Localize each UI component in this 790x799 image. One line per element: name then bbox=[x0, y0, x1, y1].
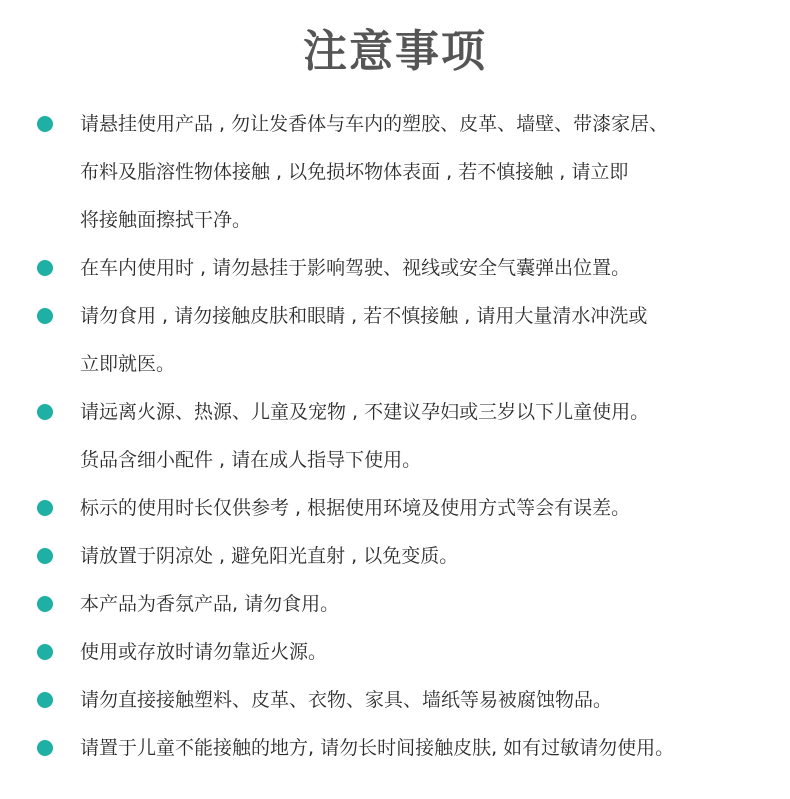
bullet-dot-icon bbox=[37, 404, 53, 420]
notice-text: 请勿食用 , 请勿接触皮肤和眼睛 , 若不慎接触 , 请用大量清水冲洗或 bbox=[80, 305, 648, 327]
bullet-dot-icon bbox=[37, 116, 53, 132]
notice-item bbox=[0, 100, 790, 244]
bullet-dot-icon bbox=[37, 500, 53, 516]
bullet-dot-icon bbox=[37, 548, 53, 564]
page-title: 注意事项 bbox=[303, 26, 487, 77]
notice-text: 请远离火源、热源、儿童及宠物 , 不建议孕妇或三岁以下儿童使用。 bbox=[80, 401, 650, 423]
notice-item bbox=[0, 388, 790, 484]
notice-text: 将接触面擦拭干净。 bbox=[80, 209, 252, 231]
notice-text: 标示的使用时长仅供参考 , 根据使用环境及使用方式等会有误差。 bbox=[80, 497, 631, 519]
notice-text: 货品含细小配件 , 请在成人指导下使用。 bbox=[80, 449, 422, 471]
notice-item bbox=[0, 628, 790, 676]
notice-item bbox=[0, 676, 790, 724]
notice-text: 请放置于阴凉处 , 避免阳光直射 , 以免变质。 bbox=[80, 545, 459, 567]
notice-item bbox=[0, 484, 790, 532]
notice-item bbox=[0, 532, 790, 580]
notice-text: 使用或存放时请勿靠近火源。 bbox=[80, 641, 328, 663]
notice-item bbox=[0, 292, 790, 388]
bullet-dot-icon bbox=[37, 644, 53, 660]
bullet-dot-icon bbox=[37, 308, 53, 324]
notice-text: 请勿直接接触塑料、皮革、衣物、家具、墙纸等易被腐蚀物品。 bbox=[80, 689, 613, 711]
bullet-dot-icon bbox=[37, 596, 53, 612]
notice-text: 在车内使用时 , 请勿悬挂于影响驾驶、视线或安全气囊弹出位置。 bbox=[80, 257, 631, 279]
notice-item bbox=[0, 244, 790, 292]
notice-text: 请置于儿童不能接触的地方, 请勿长时间接触皮肤, 如有过敏请勿使用。 bbox=[80, 737, 675, 759]
bullet-dot-icon bbox=[37, 692, 53, 708]
notice-text: 请悬挂使用产品 , 勿让发香体与车内的塑胶、皮革、墙壁、带漆家居、 bbox=[80, 113, 669, 135]
bullet-dot-icon bbox=[37, 740, 53, 756]
bullet-dot-icon bbox=[37, 260, 53, 276]
notice-text: 布料及脂溶性物体接触 , 以免损坏物体表面 , 若不慎接触 , 请立即 bbox=[80, 161, 629, 183]
notice-list bbox=[0, 100, 790, 772]
notice-item bbox=[0, 724, 790, 772]
notice-text: 本产品为香氛产品, 请勿食用。 bbox=[80, 593, 340, 615]
notice-text: 立即就医。 bbox=[80, 353, 176, 375]
notice-item bbox=[0, 580, 790, 628]
